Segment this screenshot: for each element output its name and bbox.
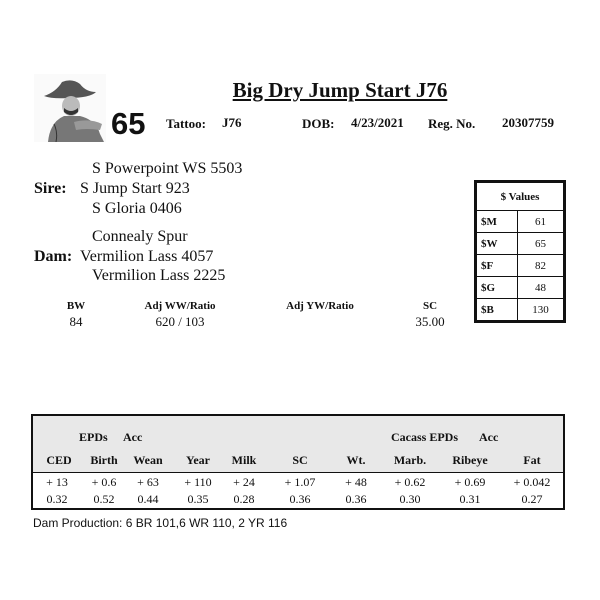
dollar-value: 48 bbox=[518, 277, 564, 299]
epd-group-label: EPDs bbox=[79, 430, 108, 444]
bw-label: BW bbox=[66, 300, 86, 312]
sire-sire: S Powerpoint WS 5503 bbox=[92, 160, 243, 177]
dollar-value: 130 bbox=[518, 299, 564, 321]
dollar-value-row bbox=[477, 233, 564, 255]
lot-number: 65 bbox=[111, 106, 146, 141]
dollar-value-row bbox=[477, 211, 564, 233]
epd-value: + 0.6 bbox=[91, 475, 117, 489]
epd-value: + 48 bbox=[345, 475, 367, 489]
epd-accuracy: 0.27 bbox=[521, 492, 543, 506]
ww-value: 620 / 103 bbox=[155, 314, 205, 329]
dollar-value-key: $G bbox=[477, 277, 518, 299]
epd-value: + 24 bbox=[233, 475, 255, 489]
dam-label: Dam: bbox=[34, 248, 73, 265]
epd-accuracy: 0.35 bbox=[187, 492, 209, 506]
sc-value: 35.00 bbox=[415, 314, 445, 329]
dollar-value-key: $F bbox=[477, 255, 518, 277]
epd-value: + 0.042 bbox=[513, 475, 551, 489]
epd-col-milk: Milk bbox=[231, 453, 257, 467]
dollar-values-header: $ Values bbox=[477, 183, 564, 211]
epd-accuracy: 0.36 bbox=[289, 492, 311, 506]
epd-col-birth: Birth bbox=[90, 453, 118, 467]
dob-value: 4/23/2021 bbox=[351, 115, 404, 130]
epd-accuracy: 0.31 bbox=[459, 492, 481, 506]
dollar-value-row bbox=[477, 277, 564, 299]
epd-col-marb: Marb. bbox=[393, 453, 427, 467]
epd-accuracy: 0.28 bbox=[233, 492, 255, 506]
dam-sire: Connealy Spur bbox=[92, 228, 188, 245]
epd-value: + 1.07 bbox=[284, 475, 316, 489]
epd-col-fat: Fat bbox=[523, 453, 541, 467]
sire-name: S Jump Start 923 bbox=[80, 180, 190, 197]
epd-value: + 63 bbox=[137, 475, 159, 489]
epd-col-ribeye: Ribeye bbox=[452, 453, 488, 467]
dollar-value-row bbox=[477, 255, 564, 277]
yw-label: Adj YW/Ratio bbox=[286, 300, 354, 312]
dollar-value: 61 bbox=[518, 211, 564, 233]
epd-col-sc: SC bbox=[292, 453, 308, 467]
bw-value: 84 bbox=[69, 314, 83, 329]
tattoo-value: J76 bbox=[222, 115, 242, 130]
dollar-value-key: $B bbox=[477, 299, 518, 321]
carcass-epd-group-label: Cacass EPDs bbox=[391, 430, 459, 444]
epd-accuracy: 0.52 bbox=[93, 492, 115, 506]
epd-value: + 13 bbox=[46, 475, 68, 489]
dollar-value: 65 bbox=[518, 233, 564, 255]
dollar-value-key: $M bbox=[477, 211, 518, 233]
epd-value: + 110 bbox=[184, 475, 212, 489]
animal-title: Big Dry Jump Start J76 bbox=[232, 78, 448, 102]
epd-value: + 0.62 bbox=[394, 475, 426, 489]
sc-label: SC bbox=[422, 300, 438, 312]
dam-name: Vermilion Lass 4057 bbox=[80, 248, 214, 265]
dam-production: Dam Production: 6 BR 101,6 WR 110, 2 YR 116 bbox=[33, 516, 288, 530]
reg-no-label: Reg. No. bbox=[428, 116, 476, 131]
epd-col-wean: Wean bbox=[133, 453, 163, 467]
sire-dam: S Gloria 0406 bbox=[92, 200, 182, 217]
epd-col-ced: CED bbox=[46, 453, 72, 467]
epd-col-wt: Wt. bbox=[346, 453, 366, 467]
dollar-value-key: $W bbox=[477, 233, 518, 255]
dollar-value: 82 bbox=[518, 255, 564, 277]
epd-accuracy: 0.32 bbox=[46, 492, 68, 506]
epd-table bbox=[31, 414, 565, 510]
epd-col-year: Year bbox=[186, 453, 210, 467]
dollar-value-row bbox=[477, 299, 564, 321]
dob-label: DOB: bbox=[302, 116, 335, 131]
carcass-acc-label: Acc bbox=[479, 430, 499, 444]
dam-dam: Vermilion Lass 2225 bbox=[92, 267, 226, 284]
dollar-values-table bbox=[474, 180, 566, 323]
ww-label: Adj WW/Ratio bbox=[144, 300, 216, 312]
epd-accuracy: 0.30 bbox=[399, 492, 421, 506]
epd-accuracy: 0.36 bbox=[345, 492, 367, 506]
epd-acc-label: Acc bbox=[123, 430, 143, 444]
sire-label: Sire: bbox=[34, 180, 67, 197]
epd-value: + 0.69 bbox=[454, 475, 486, 489]
epd-accuracy: 0.44 bbox=[137, 492, 159, 506]
tattoo-label: Tattoo: bbox=[166, 116, 206, 131]
reg-no-value: 20307759 bbox=[502, 115, 554, 130]
